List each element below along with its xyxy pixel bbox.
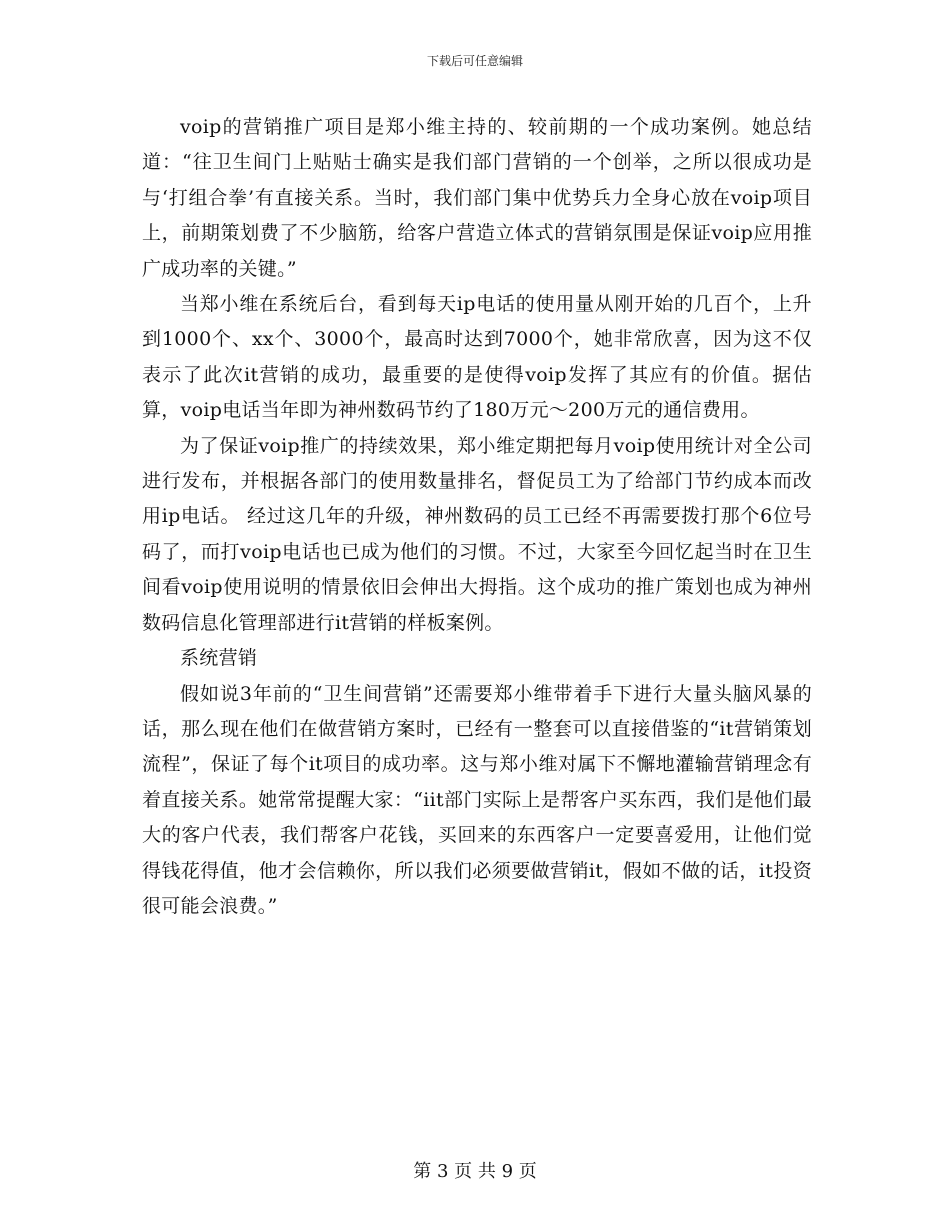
page-header: 下载后可任意编辑 [426, 54, 523, 68]
paragraph-continued-effect: 为了保证voip推广的持续效果，郑小维定期把每月voip使用统计对全公司进行发布，并根据各部门的使用数量排名，督促员工为了给部门节约成本而改用ip电话。 经过这几年的升级，神州数码的员工已经不再需要拨打那个6位号码了，而打voip电话也已成为他们的习惯。不过，大家至今回忆起当时在卫生间看voip使用说明的情景依旧会伸出大拇指。这个成功的推广策划也成为神州数码信息化管理部进行it营销的样板案例。 [142, 434, 812, 634]
paragraph-usage-growth: 当郑小维在系统后台，看到每天ip电话的使用量从刚开始的几百个，上升到1000个、xx个、3000个，最高时达到7000个，她非常欣喜，因为这不仅表示了此次it营销的成功，最重要的是使得voip发挥了其应有的价值。据估算，voip电话当年即为神州数码节约了180万元～200万元的通信费用。 [142, 293, 812, 422]
section-heading-system-marketing: 系统营销 [180, 647, 258, 670]
paragraph-voip-case: voip的营销推广项目是郑小维主持的、较前期的一个成功案例。她总结道：“往卫生间门上贴贴士确实是我们部门营销的一个创举，之所以很成功是与‘打组合拳’有直接关系。当时，我们部门集中优势兵力全身心放在voip项目上，前期策划费了不少脑筋，给客户营造立体式的营销氛围是保证voip应用推广成功率的关键。” [142, 116, 812, 280]
document-body [142, 110, 812, 924]
paragraph-marketing-process: 假如说3年前的“卫生间营销”还需要郑小维带着手下进行大量头脑风暴的话，那么现在他们在做营销方案时，已经有一整套可以直接借鉴的“it营销策划流程”，保证了每个it项目的成功率。这与郑小维对属下不懈地灌输营销理念有着直接关系。她常常提醒大家：“iit部门实际上是帮客户买东西，我们是他们最大的客户代表，我们帮客户花钱，买回来的东西客户一定要喜爱用，让他们觉得钱花得值，他才会信赖你，所以我们必须要做营销it，假如不做的话，it投资很可能会浪费。” [142, 682, 812, 917]
page-footer-page-number: 第 3 页 共 9 页 [413, 1161, 537, 1182]
